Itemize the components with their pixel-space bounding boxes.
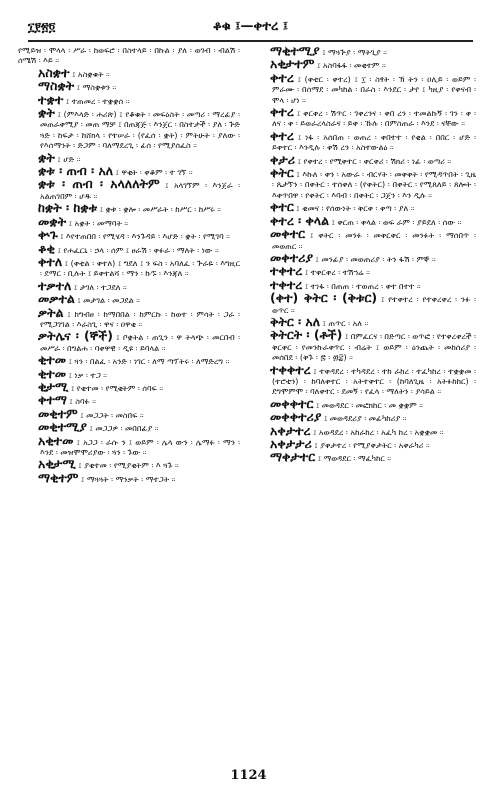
entry-headword: ቍጉ xyxy=(38,227,58,243)
entry-definition: ፤ አስቋቁት ። xyxy=(72,69,110,79)
entry-definition: ፤ ቀርቀረ ፡ ሽጥር ፡ ገቀረንና ፡ ቀበ ረን ፡ ተመልኩኝ ፡ ገን ፡ ቀ ፡ ለና ፡ ቀ ፡ ይወራረላስራና ፡ ይቀ ፡ ኹሉ ፡ በምስጠራ ፡ እንደ ፡ ናቸው ። xyxy=(272,109,476,129)
entry-headword: ከቋት ፡ ከቋቱ xyxy=(38,200,98,216)
dictionary-entry xyxy=(250,290,476,316)
entry-definition: ፤ አጋጋ ፡ ራሱ ን ፤ ወይም ፡ ሌላ ውን ፡ ሌማፉ ፡ ማን ፡ እንደ ፡ መዝሞሞሪያው ፡ ጓን ፡ ጉው ። xyxy=(40,437,240,457)
entry-definition: ፤ የሐፈርኒ ፡ ኃላ ፡ ሰም ፤ ፀራሽ ፡ ቀፉራ ፡ ማለት ፡ ነው ። xyxy=(57,245,219,255)
entry-headword: ቋት xyxy=(38,105,55,121)
entry-definition: ፤ ጠጥር ፡ አለ ። xyxy=(322,318,369,328)
entry-headword: ቀተረ xyxy=(270,69,294,85)
entry-definition: ፤ መጋጋት ፡ መስበፍ ። xyxy=(80,410,144,420)
entry-definition: ፤ መጋጋዎ ፡ መበበፊያ ። xyxy=(89,424,159,434)
entry-headword: መቂተሚያ xyxy=(38,419,87,435)
entry-definition: ፤ ታገለ ፡ ተጋደለ ። xyxy=(73,282,127,292)
entry-definition: ፤ አላገኘም ፡ እንጀራ ፡ አልጠገበም ፡ ሆዱ ። xyxy=(40,181,240,201)
entry-definition: ፤ ተጠመረ ፡ ተቋቋሰ ። xyxy=(65,96,130,106)
entry-definition: ፤ መወዳደር ፡ መፎክከር ፡ መ ቋቋም ። xyxy=(315,400,423,410)
entry-definition: ፤ ዋቂት ፡ ቀቆም ፡ ተ ገኘ ። xyxy=(115,168,193,178)
right-column xyxy=(250,46,476,748)
entry-headword: ቀትር xyxy=(270,165,294,181)
entry-headword: ማስቋት xyxy=(38,78,75,94)
entry-headword: ቀታሪ xyxy=(270,151,296,167)
entry-headword: አቀታተረ xyxy=(270,422,311,438)
entry-definition: ፤ ተቀርቀረ ፡ ተሽኀሬ ። xyxy=(304,268,370,278)
dictionary-entry xyxy=(250,226,476,252)
entry-definition: ፤ ቂመና ፡ የሰውነት ፡ ቅርቀ ፡ ቀጣ ፡ ያለ ። xyxy=(296,204,415,214)
entry-definition: ፤ ያቂተመ ፡ የሚያቂትም ፡ እ ጓጉ ። xyxy=(78,461,179,471)
entry-definition: ፤ ተቀዳደረ ፡ ተካዳደረ ፡ ተከ ራከረ ፡ ተፈካከረ ፡ ተቋቋመ ፡ (ተሮቲን) ፡ ከባለቀተር ፡ አትተቀተር ፡ (ከባለጊዜ ፡ አትፉከከር) ፡ ደግሞምሞ ፡ ባለቀተር ፡ ደመኝ ፡ የፈላ ፡ ማለትን ፡ ያሳይል ። xyxy=(272,366,476,397)
entry-headword: አቂታተም xyxy=(270,56,315,72)
headword-range: ቆቁ ፤—ቀተረ ፤ xyxy=(212,19,289,34)
entry-headword: መቀተሪያ xyxy=(270,249,313,265)
entry-headword: ቂተመ xyxy=(38,352,67,368)
entry-headword: ቋቱ ፡ ጠብ ፡ አላለለትም xyxy=(38,176,160,192)
entry-headword: (ቀተ) ቅትር ፡ (ቅቱር) xyxy=(270,290,378,306)
entry-definition: ፤ (ምእላድ ፡ ሐሪጽ) ፤ የቆቁት ፡ መፍዕስት ፡ መጣሪ ፡ ማረፊያ ፡ መጠራቀሚያ ፡ መጠ ማቻ ፤ በጠጃጅ ፡ እንጀር ፡ በስተታች ፡ ያለ ፡ ጕድ ጓድ ፡ ከፍታ ፡ ከሸክላ ፡ የተሠራ ፡ (የፈሰ ፡ ቋት) ፡ ምትሁት ፡ ያለው ፡ የእሰማንት ፡ ድጋም ፡ ባለማደረጊ ፡ ፊሰ ፡ የሚያሰፈስ ። xyxy=(40,110,240,151)
entry-headword: አቂተመ xyxy=(38,432,74,448)
entry-headword: ቀተለ xyxy=(38,253,63,269)
left-column xyxy=(18,46,240,748)
entry-definition: ፤ ከግብፀ ፡ ከማበበል ፡ ከምርኩ ፡ ከወተ ፡ ምሳት ፡ ጋራ ፡ የሚጋገገል ፡ እራስጊ ፡ ዋና ፡ ዐዋቂ ። xyxy=(40,309,240,329)
dictionary-entry xyxy=(250,69,476,106)
entry-headword: ቅትር ፡ አለ xyxy=(270,313,321,329)
entry-headword: ቋቱ ፡ ጠብ ፡ አለ xyxy=(38,163,114,179)
dictionary-entry xyxy=(18,304,240,331)
entry-headword: ቂተመ xyxy=(38,365,67,381)
entry-headword: መቀቀተር xyxy=(270,395,314,411)
dictionary-entry xyxy=(18,253,240,280)
entry-definition: ፤ ማወዳደር ፡ ማፈካከር ። xyxy=(317,454,392,464)
entry-definition: ፤ ሆድ ። xyxy=(57,154,81,164)
entry-definition: ፤ መታገል ፡ መጋደል ። xyxy=(77,296,140,306)
entry-definition: ፤ ነፋ ፡ አሰበጠ ፡ ወጠረ ፡ ቀበተተ ፡ የቂል ፡ በበር ፡ ሆድ ፡ ይቀተር ፡ እንዲሉ ፡ ቀሽ ረን ፡ አስተውልዕ ። xyxy=(272,132,476,153)
entry-headword: ማቂተሚያ xyxy=(270,46,320,58)
entry-definition: ፤ ቋቱ ፡ ቋሎ ፡ መሥራት ፡ ከሥር ፡ ከሥሩ ። xyxy=(99,205,222,215)
dictionary-entry xyxy=(250,361,476,398)
entry-headword: ተቀተረ xyxy=(270,263,303,279)
entry-definition: ፤ አቋት ፡ መማባት ። xyxy=(68,218,129,228)
entry-headword: ቂታሚ xyxy=(38,378,69,394)
entry-headword: ቋት xyxy=(38,149,55,165)
entry-definition: ፤ ቀርጠ ፡ ቀላል ፡ ወፍ ራም ፡ ያይደለ ፡ ሰው ። xyxy=(331,217,462,227)
page-header xyxy=(28,18,473,42)
dictionary-entry xyxy=(18,469,240,485)
entry-definition: ፤ ቦቋትል ፡ ጠጊን ፡ ዋ ትላጭ ፡ መርበብ ፡ መሥራ ፡ በግልሐ ፡ ባቀዋዊ ፡ ዲዩ ፡ ይባላል ። xyxy=(40,333,240,353)
entry-definition: ፤ እኩለ ፡ ቀን ፡ አውራ ፡ ብርሃት ፡ መቀቀት ፡ የሚዳጥበት ፡ ጊዜ ፡ ጼታኘን ፡ በቀትር ፡ ተሰቀለ ፡ (የቀትር) ፡ በቀትር ፡ የሚጸለይ ፡ ጸሎት ፡ እቀጥበዋ ፡ የቀትር ፡ እባብ ፡ በቀትር ፡ ጋጀን ፡ እን ዲሉ ። xyxy=(272,170,476,200)
dictionary-entry xyxy=(18,328,240,354)
entry-headword: ቃትሌና ፡ (ኞች) xyxy=(38,328,113,344)
entry-headword: ቃትል xyxy=(38,304,64,320)
entry-definition: ፤ መንፊያ ፡ መወጠሪያ ፡ ትን ፋሽ ፡ ምኞ ። xyxy=(315,254,436,264)
entry-headword: አስቋተ xyxy=(38,64,70,80)
entry-headword: ቆቂ xyxy=(38,240,56,256)
dictionary-entry xyxy=(18,432,240,459)
entry-definition: ፤ የቂተመ ፡ የሚቂትም ፡ ሰባፍ ። xyxy=(70,383,164,393)
entry-definition: ፤ ቀትር ፡ መንፉ ፡ መቀርቀር ፡ መንፉት ፡ ማሰበጥ ፡ መወጠር ። xyxy=(272,231,476,251)
entry-headword: ቀተር xyxy=(270,199,294,215)
entry-definition: ፤ የተቀተረ ፡ የተቀረቀረ ፡ ንፉ ፡ ወጥር ። xyxy=(272,295,476,315)
entry-definition: ፤ መወዳደሪያ ፡ መፊካከሪያ ። xyxy=(323,414,407,424)
entry-definition: ፤ ስባፉ ። xyxy=(69,397,96,407)
entry-headword: ተቋተ xyxy=(38,91,64,107)
entry-definition: ፤ ጓን ፡ በልፈ ፡ አንድ ፡ ነገር ፡ ለማ ጣፕትሩ ፡ ለማድረግ ። xyxy=(68,357,230,367)
dictionary-entry xyxy=(250,104,476,130)
entry-definition: ፤ እየተጠበበ ፡ የሚሄዳ ፡ እንጉዳይ ፡ እሆድ ፡ ቋት ፡ የሚገባ ። xyxy=(60,232,230,242)
dictionary-entry xyxy=(250,327,476,363)
entry-headword: አቂታሚ xyxy=(38,456,76,472)
entry-definition: ፤ ያቀታተረ ፡ የሚያቀታትር ፡ አቀራካሪ ። xyxy=(314,441,430,450)
dictionary-entry xyxy=(18,46,240,67)
entry-headword: ቀተረ xyxy=(270,104,294,120)
entry-headword: ማቀታተር xyxy=(270,449,316,465)
entry-headword: አቀታታሪ xyxy=(270,436,312,451)
entry-definition: ፤ (ቀቲል ፡ ቀተለ) ፤ ግደለ ፤ ን ፍስ ፡ አባለፈ ፡ ጕራዬ ፡ እግዚር ፡ ደማር ፡ ቢሉት ፤ ይቀተልሻ ፡ ማን ፡ ኩኙ ፡ እንጃለ ። xyxy=(40,258,240,279)
entry-headword: መቃተል xyxy=(38,291,75,307)
entry-headword: ተቀቀተረ xyxy=(270,361,311,377)
entry-headword: ተቀተረ xyxy=(270,276,303,292)
page-number: 1124 xyxy=(230,768,267,783)
entry-definition: ፤ (ቀቲር ፡ ቀተረ) ፤ ፲ ፡ ስፃት ፡ ኽ ትን ፡ ዐሊይ ፡ ወይም ፡ ምራሙ ፡ በሰማደ ፡ መካከል ፡ በራስ ፡ እንደር ፡ ታየ ፤ ካዚያ ፡ የቀናብ ፡ ሞላ ፡ ሆነ ። xyxy=(272,74,476,105)
entry-headword: ቅትርት ፡ (ቶች) xyxy=(270,327,343,343)
entry-definition: ፤ ተነፋ ፡ በጠጠ ፡ ተወጠረ ፡ ቀተ በተተ ። xyxy=(304,281,421,291)
entry-headword: ማቂተም xyxy=(38,469,79,485)
entry-definition: ፤ በምፈርና ፡ በድጣር ፡ ወጥፎ ፡ የተቀረቀረች ፡ ቅርቀር ፡ የመንኩራቀጥር ፡ ብሬት ፤ ወይም ፡ ዕንጨት ፡ መከሰሪያ ፡ መሰበደ ፡ (ቅጉ ፡ ፷ ፡ ፴፰) ። xyxy=(272,332,476,363)
entry-definition: ፤ የቀተረ ፡ የሚቀተር ፡ ቀርቀሪ ፡ ሽክሪ ፡ ነፊ ፡ ወጣሪ ። xyxy=(297,156,452,166)
dictionary-entry xyxy=(250,127,476,154)
dictionary-entry xyxy=(250,165,476,201)
entry-headword: ቀተማ xyxy=(38,392,67,408)
ethiopic-page-number: ፲፻፳፬ xyxy=(28,20,56,34)
entry-headword: መቋት xyxy=(38,213,67,229)
entry-definition: የሚይዝ ፡ ሞላላ ፡ ሥራ ፡ ከወፍሮ ፡ በስተላይ ፡ በኩል ፡ ያለ ፡ ወገብ ፡ ብልሽ ፡ ሰሜሽ ፡ እይ ። xyxy=(18,46,240,66)
entry-headword: ቀተረ ፡ ቀላል xyxy=(270,212,330,228)
entry-definition: ፤ ማስቋቱን ። xyxy=(76,83,117,93)
entry-definition: ፤ አወዳደረ ፡ አከራከረ ፡ አፈካ ከረ ፡ አቋቋመ ። xyxy=(313,427,444,437)
entry-definition: ፤ ነቃ ፡ ተጋ ። xyxy=(68,370,108,380)
dictionary-entry xyxy=(18,105,240,152)
entry-headword: ተቃተለ xyxy=(38,277,72,293)
dictionary-entry xyxy=(18,176,240,202)
entry-headword: መቀተር xyxy=(270,226,306,242)
entry-definition: ፤ ማጓጓት ፡ ማንቃት ፡ ማተጋት ። xyxy=(81,474,176,484)
entry-definition: ፤ ማጓጕያ ፡ ማትጊያ ። xyxy=(322,48,388,57)
entry-headword: መቀቀተሪያ xyxy=(270,409,322,425)
entry-headword: መቂተም xyxy=(38,405,78,421)
entry-headword: ቀተረ xyxy=(270,127,294,143)
dictionary-entry xyxy=(250,449,476,465)
entry-definition: ፤ አስባፋፋ ፡ መቂተም ። xyxy=(317,61,386,71)
